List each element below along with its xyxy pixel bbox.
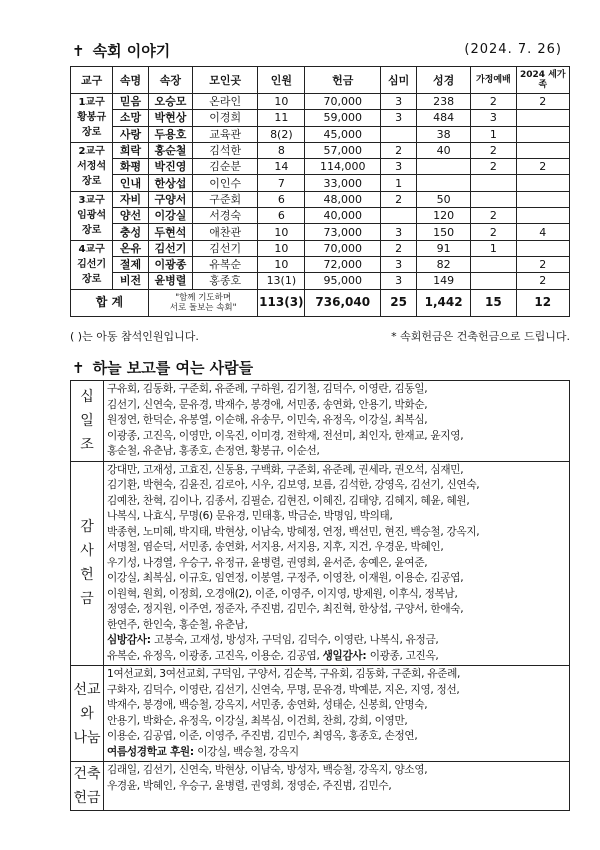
cell-leader: 이강실 — [148, 208, 192, 224]
section-title-cell-meetings — [72, 40, 170, 61]
cell-offering: 57,000 — [305, 142, 381, 158]
cell-cell-name: 소망 — [113, 110, 149, 126]
cell-family-worship: 1 — [471, 126, 516, 142]
table-row — [71, 142, 570, 158]
cell-place: 애찬관 — [192, 224, 257, 240]
note-offering: * 속회헌금은 건축헌금으로 드립니다. — [391, 330, 570, 343]
header-leader: 속장 — [148, 67, 192, 94]
cell-offering: 59,000 — [305, 110, 381, 126]
district-label-part: 3교구 — [78, 195, 105, 207]
cell-place: 김순분 — [192, 159, 257, 175]
cell-leader: 박진영 — [148, 159, 192, 175]
cell-leader: 김선기 — [148, 240, 192, 256]
cell-place: 이경희 — [192, 110, 257, 126]
total-motto: "함께 기도하며 서로 돌보는 속회" — [148, 289, 258, 316]
cell-simmi: 3 — [381, 224, 417, 240]
table-row — [71, 94, 570, 110]
name-line: 구화자, 김덕수, 이영란, 김선기, 신연숙, 무명, 문유경, 박예분, 지온, 지영, 정선, — [107, 683, 460, 696]
cell-simmi: 1 — [381, 175, 417, 191]
total-bible: 1,442 — [417, 289, 471, 316]
cell-group-report-table — [70, 66, 570, 317]
cell-attendance: 10 — [258, 240, 305, 256]
cell-place: 홍종호 — [192, 273, 257, 289]
cell-leader: 박현상 — [148, 110, 192, 126]
special-offering-names: 유복순, 유정옥, 이광종, 고진옥, 이용순, 김공엽, — [107, 649, 323, 662]
section-title-text: 하늘 보고를 여는 사람들 — [92, 359, 254, 377]
cell-place: 김석한 — [192, 142, 257, 158]
cell-attendance: 14 — [258, 159, 305, 175]
cell-bible: 150 — [417, 224, 471, 240]
header-new-family: 2024 세가족 — [516, 67, 569, 94]
category-char: 일 — [80, 412, 94, 429]
cross-icon: ✝ — [72, 358, 85, 377]
cell-family-worship: 2 — [471, 94, 516, 110]
cell-new-family — [516, 110, 569, 126]
cell-attendance: 8(2) — [258, 126, 305, 142]
table-row — [71, 159, 570, 175]
header-place: 모인곳 — [192, 67, 257, 94]
offering-row-thanksgiving — [71, 461, 570, 666]
offering-names — [104, 666, 570, 762]
total-offering: 736,040 — [305, 289, 381, 316]
category-char: 조 — [80, 436, 94, 453]
cell-simmi: 2 — [381, 142, 417, 158]
table-notes — [70, 328, 570, 344]
district-label-part: 황봉규 — [77, 112, 107, 124]
name-line: 구유회, 김동화, 구준회, 유준례, 구하원, 김기철, 김덕수, 이영란, 김동일, — [107, 383, 428, 395]
cell-new-family — [516, 240, 569, 256]
cell-attendance: 6 — [258, 208, 305, 224]
cell-offering: 114,000 — [305, 159, 381, 175]
offering-row-building-fund — [71, 762, 570, 811]
district-label — [71, 142, 113, 191]
district-label-part: 서정석 — [77, 161, 107, 173]
cell-simmi: 3 — [381, 159, 417, 175]
section-title-text: 속회 이야기 — [92, 42, 171, 60]
cell-attendance: 6 — [258, 191, 305, 207]
cell-offering: 95,000 — [305, 273, 381, 289]
cell-place: 유복순 — [192, 256, 257, 272]
cell-place: 김선기 — [192, 240, 257, 256]
table-row — [71, 110, 570, 126]
district-label-part: 김선기 — [77, 259, 107, 271]
cell-family-worship — [471, 273, 516, 289]
category-char: 사 — [80, 543, 94, 560]
name-line: 김래일, 김선기, 신연숙, 박현상, 이남숙, 방성자, 백승철, 강옥지, 양소영, — [107, 764, 428, 776]
cell-family-worship: 2 — [471, 224, 516, 240]
special-offering-line — [107, 745, 566, 761]
cell-leader: 오승모 — [148, 94, 192, 110]
cell-family-worship — [471, 191, 516, 207]
cell-offering: 45,000 — [305, 126, 381, 142]
name-line: 이원혁, 원희, 이정희, 오경애(2), 이준, 이영주, 이지영, 방제원, 이후식, 정복남, — [107, 587, 458, 600]
cell-leader: 한상섭 — [148, 175, 192, 191]
cell-simmi: 2 — [381, 240, 417, 256]
header-cell-name: 속명 — [113, 67, 149, 94]
cell-attendance: 10 — [258, 224, 305, 240]
cell-bible: 484 — [417, 110, 471, 126]
table-header-row — [71, 67, 570, 94]
section-title-offerings — [72, 357, 253, 378]
table-row — [71, 273, 570, 289]
name-line: 안용기, 박화순, 유정옥, 이강실, 최복심, 이건희, 찬희, 강희, 이영만, — [107, 714, 408, 727]
cell-new-family: 4 — [516, 224, 569, 240]
offering-category — [71, 762, 104, 811]
district-label — [71, 94, 113, 143]
cell-new-family — [516, 191, 569, 207]
cell-place: 이인수 — [192, 175, 257, 191]
cell-cell-name: 인내 — [113, 175, 149, 191]
cell-cell-name: 자비 — [113, 191, 149, 207]
birthday-offering-label: 생일감사: — [322, 649, 370, 662]
cell-place: 구준회 — [192, 191, 257, 207]
offering-row-tithe — [71, 381, 570, 462]
category-char: 건축 — [73, 766, 101, 782]
cell-offering: 48,000 — [305, 191, 381, 207]
cell-leader: 두용호 — [148, 126, 192, 142]
cell-family-worship: 2 — [471, 142, 516, 158]
cell-new-family — [516, 126, 569, 142]
category-char: 십 — [80, 388, 94, 405]
total-simmi: 25 — [381, 289, 417, 316]
cell-leader: 이광종 — [148, 256, 192, 272]
table-row — [71, 126, 570, 142]
offering-row-mission-sharing — [71, 666, 570, 762]
special-offering-label: 심방감사: — [107, 634, 155, 646]
special-offering-line — [107, 633, 566, 649]
header-attendance: 인원 — [258, 67, 305, 94]
name-line: 박재수, 봉경애, 백승철, 강옥지, 서민종, 송연화, 성태순, 신봉희, 안명숙, — [107, 699, 428, 711]
cell-offering: 70,000 — [305, 94, 381, 110]
special-offering-label: 여름성경학교 후원: — [107, 745, 198, 758]
name-line: 정영순, 정지원, 이주연, 정준자, 주진범, 김민수, 최진혁, 한상섭, 구양서, 한애숙, — [107, 603, 464, 615]
category-char: 감 — [80, 519, 94, 536]
cell-simmi: 3 — [381, 256, 417, 272]
name-line: 김기환, 박현숙, 김윤진, 김로아, 시우, 김보영, 보름, 김석한, 강영옥, 김선기, 신연숙, — [107, 479, 480, 491]
cell-new-family — [516, 142, 569, 158]
cell-new-family: 2 — [516, 159, 569, 175]
district-label-part: 2교구 — [78, 146, 105, 158]
name-line: 나복식, 나효식, 무명(6) 문유경, 민태홍, 박금순, 박명임, 박의태, — [107, 510, 393, 522]
table-row — [71, 224, 570, 240]
offering-names — [104, 461, 570, 666]
special-offering-names: 이강실, 백승철, 강옥지 — [197, 745, 299, 758]
special-offering-line — [107, 649, 566, 665]
cell-offering: 73,000 — [305, 224, 381, 240]
cell-bible: 50 — [417, 191, 471, 207]
name-line: 이광종, 고진옥, 이영만, 이욱진, 이미경, 전학재, 전선미, 최인자, 한재교, 윤지영, — [107, 429, 464, 442]
name-line: 1여선교회, 3여선교회, 구덕임, 구양서, 김순복, 구유회, 김동화, 구준회, 유준례, — [107, 668, 461, 680]
header-family-worship: 가정예배 — [471, 67, 516, 94]
cell-bible — [417, 175, 471, 191]
cell-family-worship: 2 — [471, 208, 516, 224]
offerings-table — [70, 380, 570, 811]
cell-simmi — [381, 208, 417, 224]
name-line: 박종현, 노미혜, 박지태, 박현상, 이남숙, 방혜정, 연정, 백선민, 현진, 백승철, 강옥지, — [107, 525, 480, 538]
header-bible: 성경 — [417, 67, 471, 94]
district-label-part: 임광석 — [77, 210, 107, 222]
cell-leader: 구양서 — [148, 191, 192, 207]
cell-offering: 70,000 — [305, 240, 381, 256]
table-row — [71, 191, 570, 207]
cell-cell-name: 온유 — [113, 240, 149, 256]
offering-category — [71, 381, 104, 462]
cell-simmi: 3 — [381, 110, 417, 126]
cell-cell-name: 믿음 — [113, 94, 149, 110]
cell-simmi: 3 — [381, 273, 417, 289]
cross-icon: ✝ — [72, 41, 85, 60]
cell-cell-name: 양선 — [113, 208, 149, 224]
cell-family-worship: 2 — [471, 159, 516, 175]
name-line: 강대만, 고재성, 고효진, 신동용, 구백화, 구준회, 유준례, 권세라, 권오석, 심재민, — [107, 463, 464, 476]
cell-cell-name: 비전 — [113, 273, 149, 289]
cell-leader: 윤병렬 — [148, 273, 192, 289]
offering-names — [104, 762, 570, 811]
name-line: 서명철, 염순덕, 서민종, 송연화, 서지용, 서지용, 지후, 지건, 우경운, 박혜인, — [107, 541, 444, 553]
name-line: 한연주, 한인숙, 홍순철, 유춘남, — [107, 618, 248, 631]
cell-family-worship — [471, 175, 516, 191]
cell-bible: 120 — [417, 208, 471, 224]
cell-simmi: 2 — [381, 191, 417, 207]
category-char: 헌 — [80, 567, 94, 584]
cell-bible: 91 — [417, 240, 471, 256]
cell-bible — [417, 159, 471, 175]
category-char: 금 — [80, 591, 94, 608]
report-date: (2024. 7. 26) — [464, 42, 562, 57]
cell-new-family: 2 — [516, 256, 569, 272]
district-label-part: 장로 — [81, 225, 102, 237]
district-label-part: 장로 — [81, 274, 102, 286]
cell-new-family — [516, 175, 569, 191]
cell-place: 서경숙 — [192, 208, 257, 224]
special-offering-names: 고봉숙, 고재성, 방성자, 구덕임, 김덕수, 이영란, 나복식, 유정금, — [154, 634, 439, 646]
name-line: 우경윤, 박혜인, 우승구, 윤병렬, 권영희, 정영순, 주진범, 김민수, — [107, 779, 392, 792]
total-new-family: 12 — [516, 289, 569, 316]
offering-category — [71, 666, 104, 762]
offering-names — [104, 381, 570, 462]
cell-bible: 82 — [417, 256, 471, 272]
table-row — [71, 240, 570, 256]
cell-new-family — [516, 208, 569, 224]
note-children: ( )는 아동 참석인원입니다. — [70, 330, 199, 343]
cell-family-worship: 1 — [471, 240, 516, 256]
cell-cell-name: 절제 — [113, 256, 149, 272]
cell-simmi — [381, 126, 417, 142]
cell-cell-name: 충성 — [113, 224, 149, 240]
header-offering: 헌금 — [305, 67, 381, 94]
table-row — [71, 175, 570, 191]
cell-new-family: 2 — [516, 94, 569, 110]
name-line: 원정연, 한덕순, 유봉열, 이순해, 유송무, 이민숙, 유정옥, 이강실, 최복심, — [107, 414, 428, 426]
district-label-part: 1교구 — [78, 97, 105, 109]
offering-category — [71, 461, 104, 666]
cell-bible: 238 — [417, 94, 471, 110]
cell-cell-name: 화평 — [113, 159, 149, 175]
cell-offering: 72,000 — [305, 256, 381, 272]
cell-family-worship — [471, 256, 516, 272]
cell-cell-name: 희락 — [113, 142, 149, 158]
cell-bible: 40 — [417, 142, 471, 158]
total-family-worship: 15 — [471, 289, 516, 316]
cell-offering: 33,000 — [305, 175, 381, 191]
name-line: 홍순철, 유춘남, 홍종호, 손정연, 황봉규, 이순선, — [107, 445, 320, 457]
category-char: 와 — [80, 705, 94, 722]
birthday-offering-names: 이광종, 고진옥, — [369, 649, 439, 662]
cell-attendance: 10 — [258, 94, 305, 110]
name-line: 우기성, 나경열, 우승구, 유정규, 윤병렬, 권영희, 윤서준, 송예은, 윤여준, — [107, 556, 428, 569]
cell-leader: 홍순철 — [148, 142, 192, 158]
cell-offering: 40,000 — [305, 208, 381, 224]
cell-attendance: 11 — [258, 110, 305, 126]
header-district: 교구 — [71, 67, 113, 94]
header-simmi: 심미 — [381, 67, 417, 94]
cell-attendance: 8 — [258, 142, 305, 158]
cell-bible: 38 — [417, 126, 471, 142]
cell-attendance: 10 — [258, 256, 305, 272]
cell-place: 교육관 — [192, 126, 257, 142]
cell-family-worship: 3 — [471, 110, 516, 126]
name-line: 김선기, 신연숙, 문유경, 박재수, 봉경애, 서민종, 송연화, 안용기, 박화순, — [107, 398, 428, 411]
district-label-part: 장로 — [81, 127, 102, 139]
total-row — [71, 289, 570, 316]
total-label: 합 계 — [71, 289, 149, 316]
category-char: 헌금 — [73, 790, 101, 806]
cell-attendance: 7 — [258, 175, 305, 191]
cell-attendance: 13(1) — [258, 273, 305, 289]
category-char: 선교 — [73, 681, 101, 698]
district-label-part: 장로 — [81, 176, 102, 188]
total-attendance: 113(3) — [258, 289, 305, 316]
name-line: 이강실, 최복심, 이규호, 임연정, 이봉열, 구정주, 이영찬, 이재원, 이용순, 김공엽, — [107, 572, 464, 584]
cell-bible: 149 — [417, 273, 471, 289]
district-label — [71, 240, 113, 289]
cell-new-family: 2 — [516, 273, 569, 289]
category-char: 나눔 — [73, 729, 101, 746]
name-line: 김예찬, 찬혁, 김이나, 김종서, 김필순, 김현진, 이혜진, 김태양, 김혜지, 혜윤, 혜원, — [107, 494, 470, 507]
cell-place: 온라인 — [192, 94, 257, 110]
cell-leader: 두현석 — [148, 224, 192, 240]
district-label — [71, 191, 113, 240]
table-row — [71, 256, 570, 272]
district-label-part: 4교구 — [78, 244, 105, 256]
cell-simmi: 3 — [381, 94, 417, 110]
name-line: 이용순, 김공엽, 이준, 이영주, 주진범, 김민수, 최영옥, 홍종호, 손정연, — [107, 730, 418, 742]
cell-cell-name: 사랑 — [113, 126, 149, 142]
table-row — [71, 208, 570, 224]
